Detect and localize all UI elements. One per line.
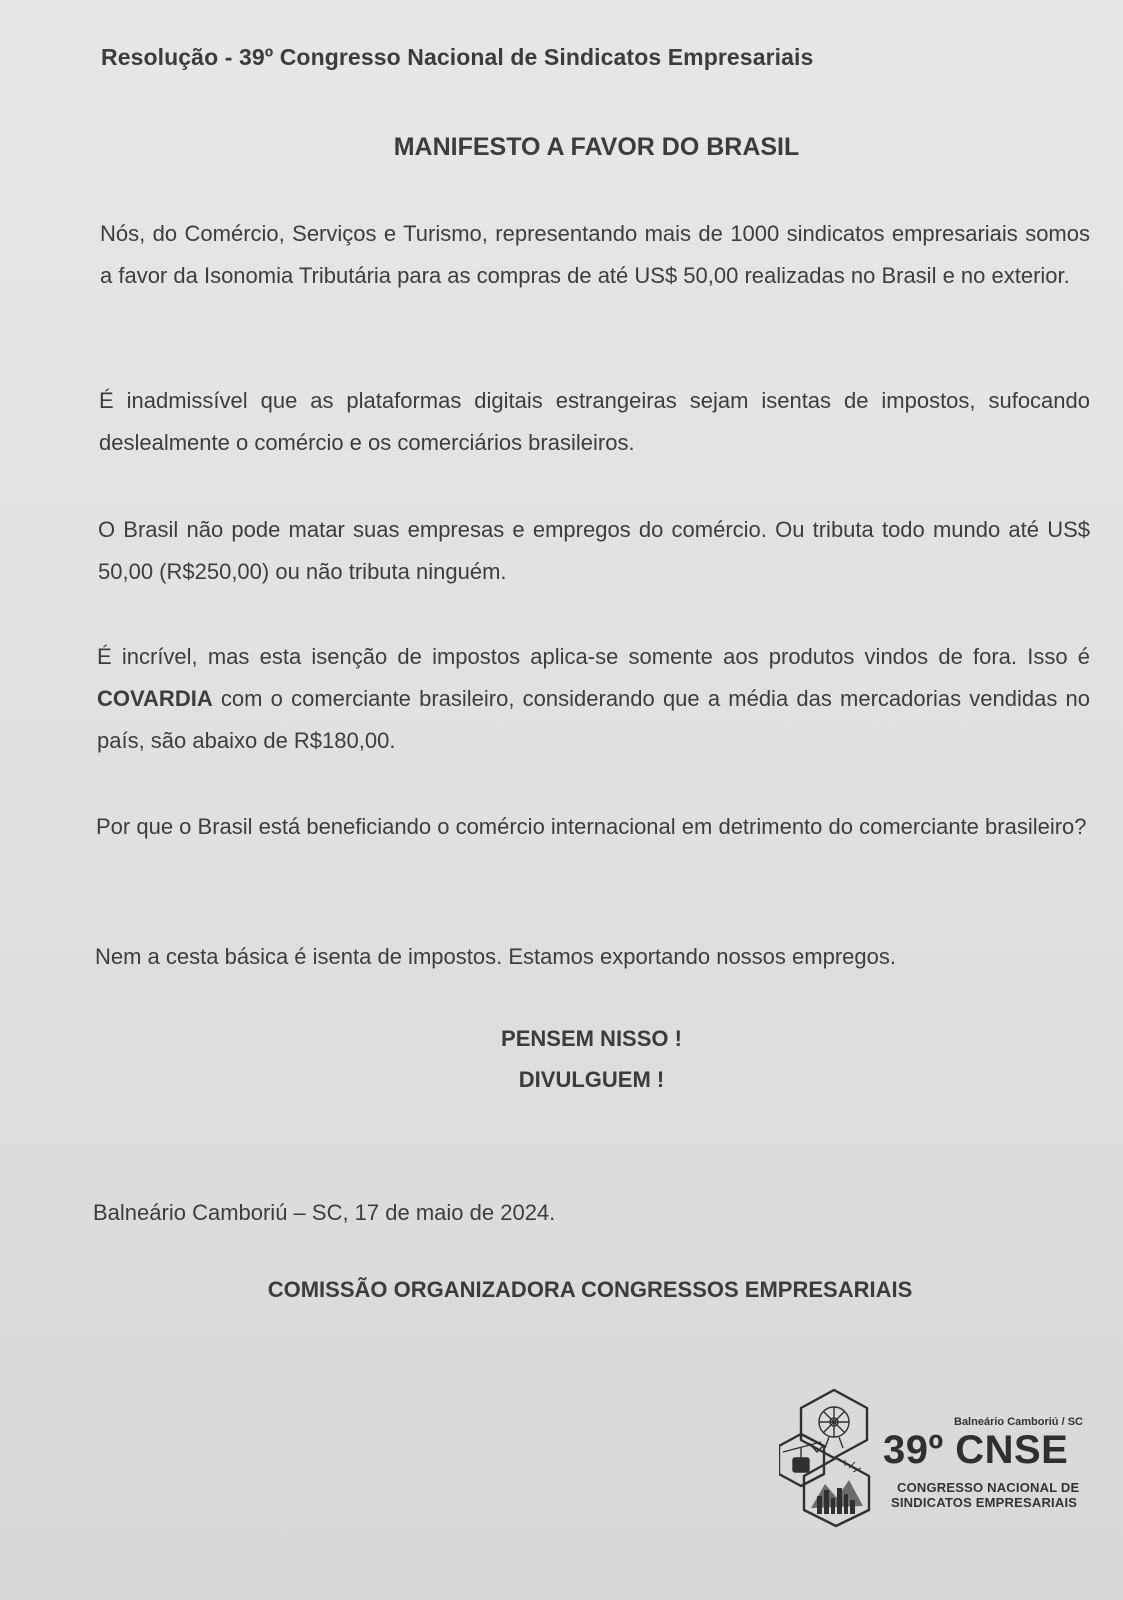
logo-name: 39º CNSE: [883, 1428, 1069, 1472]
paragraph-isonomy: Nós, do Comércio, Serviços e Turismo, representando mais de 1000 sindicatos empresariais somos a favor da Isonomia Tributária para as compras de até US$ 50,00 realizadas no Brasil e no exterior.: [100, 221, 1090, 288]
logo-subtitle-line1: CONGRESSO NACIONAL DE: [897, 1480, 1080, 1495]
manifesto-title: MANIFESTO A FAVOR DO BRASIL: [393, 133, 800, 161]
resolution-header: Resolução - 39º Congresso Nacional de Sindicatos Empresariais: [101, 44, 814, 70]
paragraph-cowardice-end: com o comerciante brasileiro, considerando que a média das mercadorias vendidas no país, são abaixo de R$180,00.: [97, 686, 1090, 753]
hexagon-emblem-icon: [779, 1388, 889, 1528]
congress-logo: [779, 1388, 1099, 1528]
paragraph-basic-basket: Nem a cesta básica é isenta de impostos. Estamos exportando nossos empregos.: [95, 944, 896, 969]
signature-committee: COMISSÃO ORGANIZADORA CONGRESSOS EMPRESARIAIS: [267, 1277, 913, 1302]
paragraph-cowardice-start: É incrível, mas esta isenção de impostos aplica-se somente aos produtos vindos de fora. Isso é: [97, 644, 1090, 669]
logo-place: Balneário Camboriú / SC: [954, 1416, 1083, 1428]
callout-share: DIVULGUEM !: [518, 1067, 665, 1092]
place-and-date: Balneário Camboriú – SC, 17 de maio de 2024.: [93, 1200, 556, 1225]
callout-think: PENSEM NISSO !: [501, 1026, 682, 1051]
paragraph-question: Por que o Brasil está beneficiando o comércio internacional em detrimento do comerciante brasileiro?: [96, 814, 1087, 839]
paragraph-tax-everyone: O Brasil não pode matar suas empresas e empregos do comércio. Ou tributa todo mundo até US$ 50,00 (R$250,00) ou não tributa ninguém.: [98, 517, 1090, 584]
cowardice-emphasis: COVARDIA: [97, 686, 213, 711]
logo-subtitle-line2: SINDICATOS EMPRESARIAIS: [891, 1495, 1078, 1510]
paragraph-cowardice: [97, 636, 1090, 762]
paragraph-foreign-platforms: É inadmissível que as plataformas digitais estrangeiras sejam isentas de impostos, sufocando deslealmente o comércio e os comerciários brasileiros.: [99, 388, 1090, 455]
